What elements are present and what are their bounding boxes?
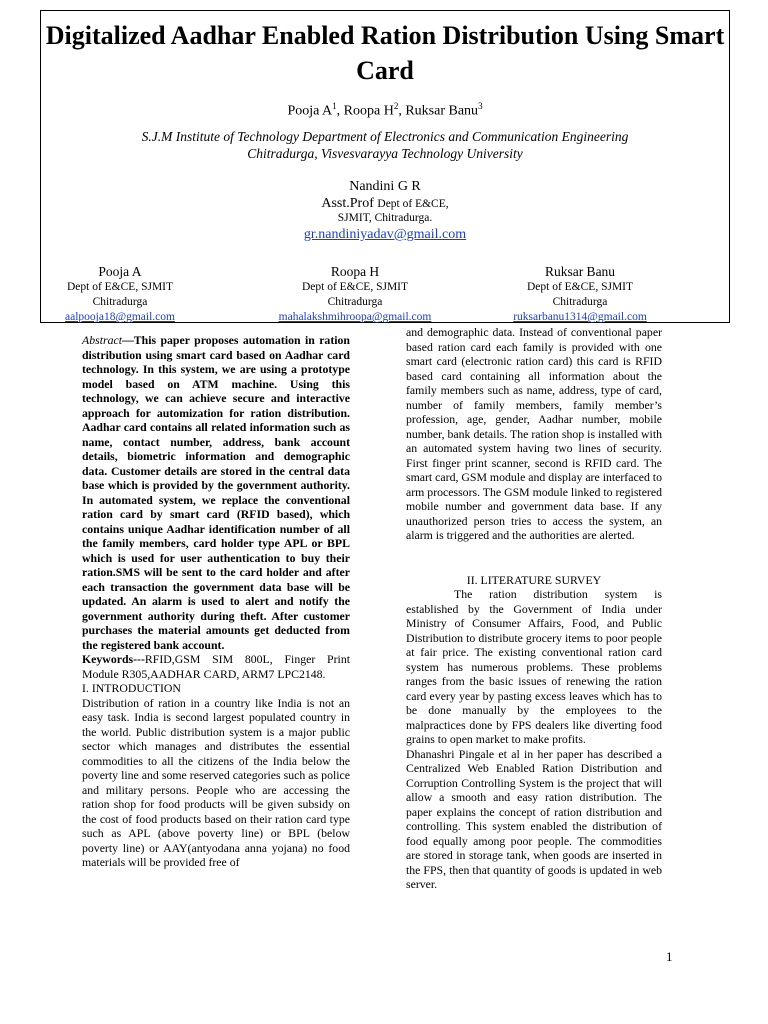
author-block-3: Ruksar Banu Dept of E&CE, SJMIT Chitradurga ruksarbanu1314@gmail.com bbox=[480, 263, 680, 325]
affiliation bbox=[40, 128, 730, 162]
literature-paragraph-2: Dhanashri Pingale et al in her paper has described a Centralized Web Enabled Ration Distribution and Corruption Controlling System is the project that will allow a smooth and easy ration distribution. The paper explains the concept of ration distribution and controlling. This system enabled the distribution of food equally among poor people. The commodities are stored in storage tank, when goods are inserted in the FPS, then that quantity of goods is updated in web server. bbox=[406, 746, 662, 891]
affiliation-line-2: Chitradurga, Visvesvarayya Technology University bbox=[247, 146, 523, 161]
intro-continued: and demographic data. Instead of conventional paper based ration card each family is provided with one smart card (electronic ration card) this card is RFID based card containing all information about the family members such as name, address, type of card, number of family members, family member’s profession, age, gender, Aadhar number, mobile number, bank details. The ration shop is installed with an automated system having two lines of security. First finger print scanner, second is RFID card. The smart card, GSM module and display are interfaced to arm processors. The GSM module linked to registered mobile number and government data base. If any unauthorized person tries to access the system, an alarm is triggered and the authorities are alerted. bbox=[406, 325, 662, 542]
author-line: Pooja $A^1$, Roopa $H^2$, Ruksar Banu$^3$ bbox=[287, 101, 483, 119]
author-email-link[interactable]: aalpooja18@gmail.com bbox=[65, 311, 175, 323]
author-block-2: Roopa H Dept of E&CE, SJMIT Chitradurga mahalakshmihroopa@gmail.com bbox=[255, 263, 455, 325]
affiliation-line-1: S.J.M Institute of Technology Department of Electronics and Communication Engineering bbox=[141, 129, 629, 144]
page-number: 1 bbox=[666, 949, 673, 964]
abstract: Abstract—This paper proposes automation in ration distribution using smart card based on Aadhar card technology. In this system, we are using a prototype model based on ATM machine. Using this technology, we can achieve secure and interactive approach for automization for ration distribution. Aadhar card contains all related information such as name, contact number, address, bank account details, biometric information and demographic data. Customer details are stored in the central data base which is provided by the government authority. In automated system, we replace the conventional ration card by smart card (RFID based), which contains unique Aadhar identification number of all the family members, card holder type APL or BPL which is used for user authentication to buy their ration.SMS will be sent to the card holder and after each transaction the government data base will be updated. An alarm is used to alert and notify the government authority during theft. After customer purchases the material amounts get deducted from the registered bank account. bbox=[82, 333, 350, 652]
guide-role: Asst.Prof Dept of E&CE, bbox=[321, 196, 449, 211]
literature-heading: II. LITERATURE SURVEY bbox=[466, 572, 602, 587]
literature-paragraph-1: The ration distribution system is established by the Government of India under Ministry of Consumer Affairs, Food, and Public Distribution to distribute grocery items to poor people at fair price. The existing conventional ration card system has numerous problems. These problems ranges from the basic issues of renewing the ration card every year by pasting excess leaves which has to be done manually by the employees to the malpractices done by FPS dealers like diverting food grains to open market to make profits. bbox=[406, 587, 662, 746]
keywords: Keywords---RFID,GSM SIM 800L, Finger Print Module R305,AADHAR CARD, ARM7 LPC2148. bbox=[82, 652, 350, 681]
author-email-link[interactable]: ruksarbanu1314@gmail.com bbox=[513, 311, 647, 323]
guide-email-link[interactable]: gr.nandiniyadav@gmail.com bbox=[303, 227, 467, 242]
author-block-1: Pooja A Dept of E&CE, SJMIT Chitradurga aalpooja18@gmail.com bbox=[20, 263, 220, 325]
paper-title: Digitalized Aadhar Enabled Ration Distribution Using Smart Card bbox=[45, 21, 725, 85]
intro-heading: I. INTRODUCTION bbox=[82, 681, 181, 695]
author-email-link[interactable]: mahalakshmihroopa@gmail.com bbox=[278, 311, 432, 323]
guide-institution: SJMIT, Chitradurga. bbox=[337, 212, 433, 224]
guide-name: Nandini G R bbox=[349, 179, 421, 194]
right-column bbox=[406, 325, 662, 892]
intro-text: Distribution of ration in a country like India is not an easy task. India is second largest populated country in the world. Public distribution system is a major public sector which manages and distributes the essential commodities to all the citizens of the India below the poverty line and some reserved categories such as police and military persons. People who are accessing the ration shop for food products will be given subsidy on the cost of food products based on their ration card type such as APL (above poverty line) or BPL (below poverty line) or AAY(antyodana anna yojana) no food materials will be provided free of bbox=[82, 695, 350, 869]
left-column bbox=[82, 333, 350, 870]
